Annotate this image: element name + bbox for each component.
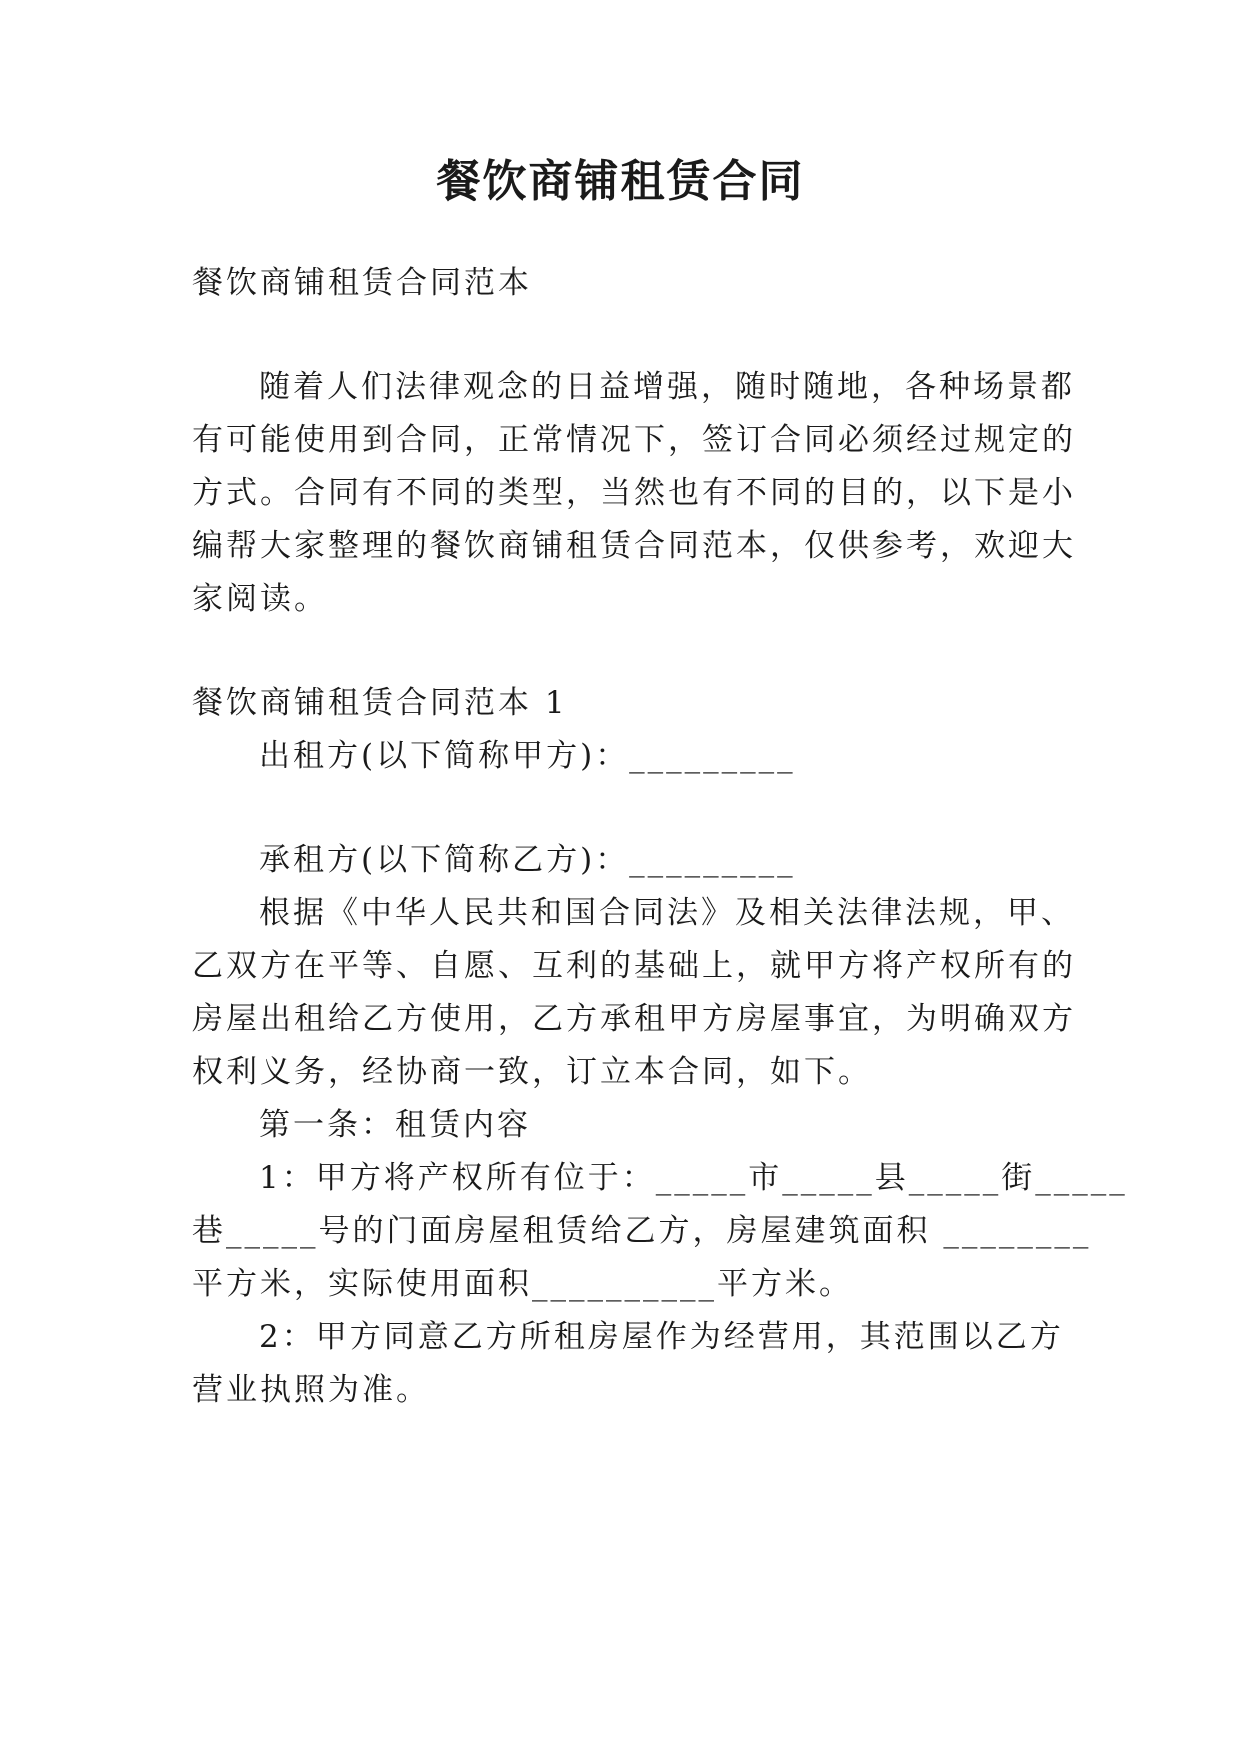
lessor-line: 出租方(以下简称甲方)：_________ [259, 738, 796, 774]
intro-line: 编帮大家整理的餐饮商铺租赁合同范本，仅供参考，欢迎大 [192, 528, 1076, 564]
document-title: 餐饮商铺租赁合同 [436, 156, 805, 207]
basis-line: 乙双方在平等、自愿、互利的基础上，就甲方将产权所有的 [192, 948, 1076, 984]
intro-line: 方式。合同有不同的类型，当然也有不同的目的，以下是小 [192, 475, 1076, 511]
clause-line: 2：甲方同意乙方所租房屋作为经营用，其范围以乙方 [259, 1319, 1064, 1355]
clause-line: 营业执照为准。 [192, 1372, 430, 1408]
intro-line: 家阅读。 [192, 581, 328, 617]
section-heading: 餐饮商铺租赁合同范本 1 [192, 685, 568, 721]
intro-line: 有可能使用到合同，正常情况下，签订合同必须经过规定的 [192, 422, 1076, 458]
article-heading: 第一条：租赁内容 [259, 1107, 531, 1143]
clause-line: 1：甲方将产权所有位于：_____市_____县_____街_____ [259, 1160, 1128, 1196]
clause-line: 平方米，实际使用面积__________平方米。 [192, 1266, 853, 1302]
lessee-line: 承租方(以下简称乙方)：_________ [259, 842, 796, 878]
basis-line: 房屋出租给乙方使用，乙方承租甲方房屋事宜，为明确双方 [192, 1001, 1076, 1037]
intro-line: 随着人们法律观念的日益增强，随时随地，各种场景都 [259, 369, 1075, 405]
basis-line: 权利义务，经协商一致，订立本合同，如下。 [192, 1054, 872, 1090]
clause-line: 巷_____号的门面房屋租赁给乙方，房屋建筑面积 ________ [192, 1213, 1092, 1249]
subtitle: 餐饮商铺租赁合同范本 [192, 265, 532, 301]
basis-line: 根据《中华人民共和国合同法》及相关法律法规，甲、 [259, 895, 1075, 931]
